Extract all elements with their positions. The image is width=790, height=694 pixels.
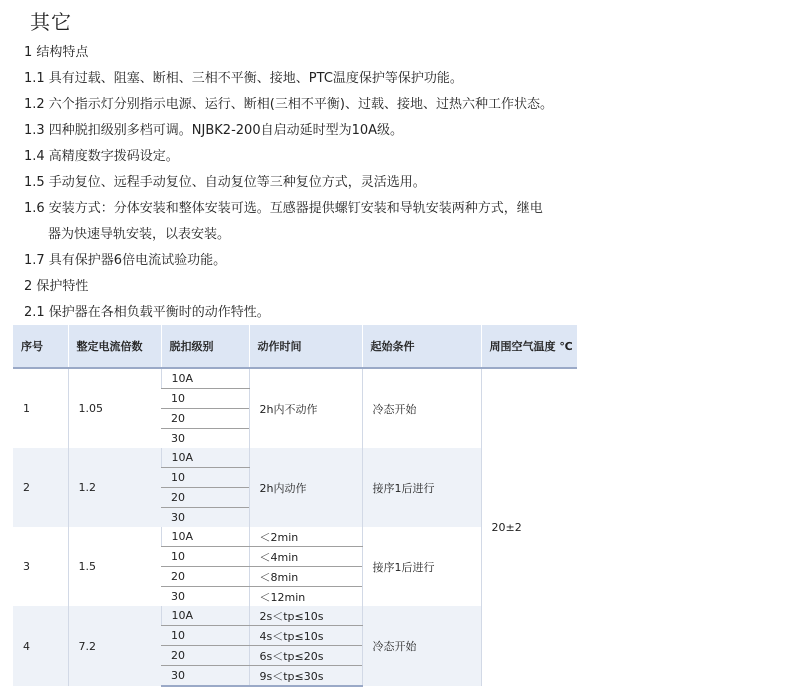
trip-class-cell: 20	[161, 488, 249, 508]
feature-item-1-4: 1.4 高精度数字拨码设定。	[24, 149, 179, 164]
table-row	[13, 368, 577, 389]
start-condition-cell: 冷态开始	[362, 606, 481, 686]
start-condition-cell: 接序1后进行	[362, 527, 481, 606]
trip-class-cell: 10	[161, 389, 249, 409]
action-time-cell: 2s＜tp≤10s	[249, 606, 362, 626]
trip-class-cell: 10A	[161, 368, 249, 389]
feature-item-1-2: 1.2 六个指示灯分别指示电源、运行、断相(三相不平衡)、过载、接地、过热六种工作状态。	[24, 97, 553, 112]
trip-class-cell: 10	[161, 468, 249, 488]
feature-item-1-1: 1.1 具有过载、阻塞、断相、三相不平衡、接地、PTC温度保护等保护功能。	[24, 71, 463, 86]
trip-class-cell: 30	[161, 666, 249, 687]
action-time-cell: ＜4min	[249, 547, 362, 567]
trip-class-cell: 10A	[161, 448, 249, 468]
feature-item-1-7: 1.7 具有保护器6倍电流试验功能。	[24, 253, 227, 268]
start-condition-cell: 接序1后进行	[362, 448, 481, 527]
feature-list	[24, 40, 594, 326]
trip-class-cell: 30	[171, 590, 185, 603]
header-action-time: 动作时间	[249, 325, 362, 368]
protection-characteristics-table	[13, 325, 577, 687]
table-header-row	[13, 325, 577, 368]
action-time-cell: 6s＜tp≤20s	[249, 646, 362, 666]
trip-class-cell: 30	[171, 432, 185, 445]
row-no: 2	[13, 448, 68, 527]
header-start-condition: 起始条件	[362, 325, 481, 368]
action-time-cell: 9s＜tp≤30s	[249, 666, 362, 687]
header-ambient-temp: 周围空气温度 ℃	[481, 325, 577, 368]
row-no: 4	[13, 606, 68, 686]
action-time-cell: 2h内动作	[249, 448, 362, 527]
feature-item-1-6: 1.6 安装方式：分体安装和整体安装可选。互感器提供螺钉安装和导轨安装两种方式，继电	[24, 201, 543, 216]
trip-class-cell: 20	[161, 567, 249, 587]
header-no: 序号	[13, 325, 68, 368]
trip-class-cell: 10	[161, 547, 249, 567]
trip-class-cell: 20	[161, 409, 249, 429]
feature-item-1-3: 1.3 四种脱扣级别多档可调。NJBK2-200自启动延时型为10A级。	[24, 123, 404, 138]
row-no: 3	[23, 560, 30, 573]
trip-class-cell: 10A	[161, 527, 249, 547]
protection-item-2-1: 2.1 保护器在各相负载平衡时的动作特性。	[24, 305, 270, 320]
feature-item-1-5: 1.5 手动复位、远程手动复位、自动复位等三种复位方式，灵活选用。	[24, 175, 426, 190]
header-multiple: 整定电流倍数	[68, 325, 161, 368]
row-multiple: 1.5	[68, 527, 161, 606]
trip-class-cell: 30	[161, 508, 249, 528]
trip-class-cell: 10	[161, 626, 249, 646]
row-multiple: 1.05	[68, 368, 161, 448]
section-heading-protection: 2 保护特性	[24, 279, 89, 294]
row-multiple: 1.2	[68, 448, 161, 527]
trip-class-cell: 20	[161, 646, 249, 666]
row-multiple: 7.2	[68, 606, 161, 686]
action-time-cell: ＜2min	[249, 527, 362, 547]
header-trip-class: 脱扣级别	[161, 325, 249, 368]
row-no: 1	[23, 402, 30, 415]
action-time-cell: ＜12min	[249, 587, 362, 607]
section-heading-structure: 1 结构特点	[24, 45, 89, 60]
trip-class-cell: 10A	[161, 606, 249, 626]
start-condition-cell: 冷态开始	[362, 368, 481, 448]
action-time-cell: ＜8min	[249, 567, 362, 587]
page-title: 其它	[30, 10, 72, 34]
feature-item-1-6-cont: 器为快速导轨安装，以表安装。	[48, 227, 231, 242]
ambient-temp-cell: 20±2	[481, 368, 577, 686]
action-time-cell: 2h内不动作	[249, 368, 362, 448]
action-time-cell: 4s＜tp≤10s	[249, 626, 362, 646]
